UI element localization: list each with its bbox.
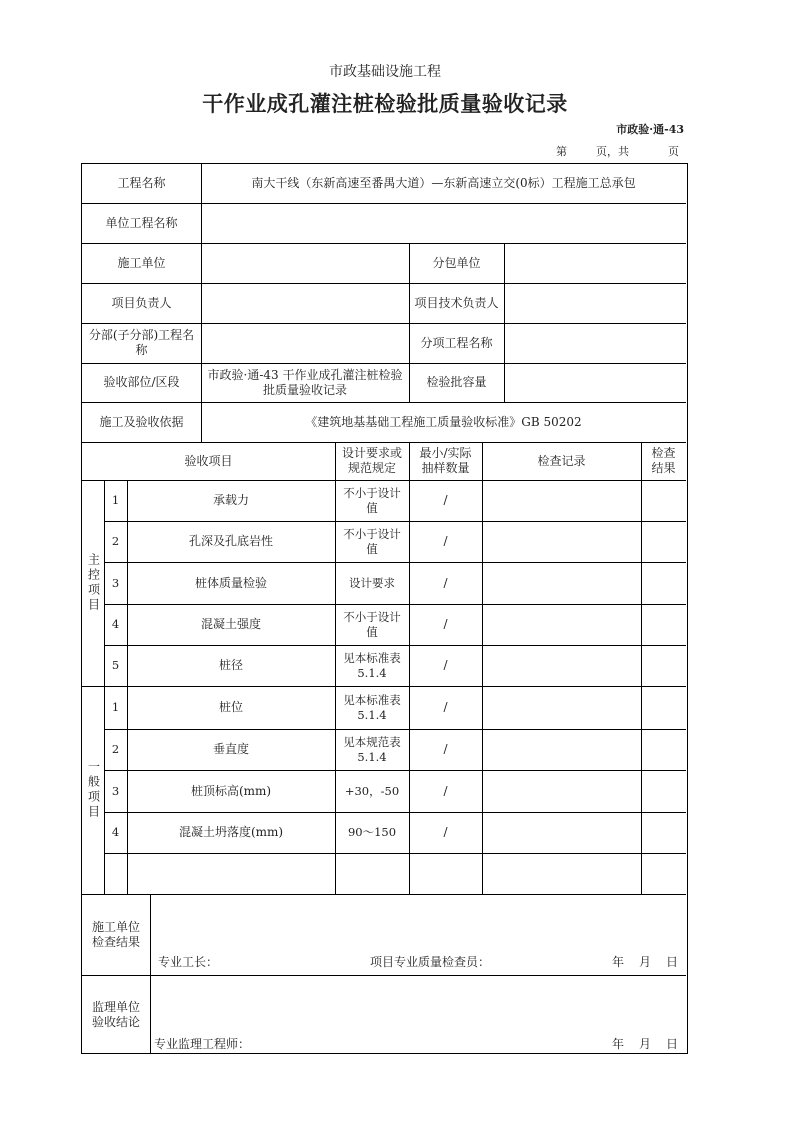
location-label: 验收部位/区段 (103, 375, 180, 389)
row-sample: / (443, 493, 448, 507)
row-no: 1 (111, 493, 120, 507)
row-sample: / (443, 658, 448, 672)
contractor-date (612, 953, 678, 970)
row-sample (409, 853, 482, 894)
tech-lead-label: 项目技术负责人 (414, 295, 499, 310)
project-name-value: 南大干线（东新高速至番禺大道）—东新高速立交(0标）工程施工总承包 (251, 176, 636, 190)
row-sample: / (443, 617, 448, 631)
page-di: 第 (556, 145, 567, 158)
division-value (201, 323, 409, 363)
row-req: +30，-50 (344, 783, 400, 798)
row-name: 桩径 (218, 658, 243, 672)
unit-project-label: 单位工程名称 (105, 215, 178, 230)
basis-label: 施工及验收依据 (99, 414, 184, 429)
subitem-value (504, 323, 686, 363)
header-item: 验收项目 (184, 453, 233, 468)
row-name: 桩顶标高(mm) (190, 783, 272, 798)
date-day: 日 (665, 1037, 678, 1051)
row-req: 设计要求 (349, 575, 395, 590)
row-no: 3 (111, 783, 120, 798)
row-sample: / (443, 783, 448, 798)
location-value: 市政验·通-43 干作业成孔灌注桩检验批质量验收记录 (207, 367, 403, 397)
header-result: 检查结果 (651, 446, 676, 475)
row-req: 见本标准表5.1.4 (343, 692, 401, 722)
row-name: 承载力 (212, 493, 249, 507)
pm-label: 项目负责人 (111, 295, 172, 310)
qc-inspector-label: 项目专业质量检查员： (370, 955, 491, 969)
header-sample: 最小/实际抽样数量 (419, 446, 472, 475)
general-group-label: 一般项目 (86, 760, 101, 820)
date-year: 年 (612, 1037, 625, 1051)
row-no: 5 (111, 658, 120, 672)
capacity-value (504, 363, 686, 402)
row-no: 4 (111, 617, 120, 631)
page-ye-gong: 页，共 (596, 145, 629, 158)
row-sample: / (443, 742, 448, 756)
row-no: 2 (111, 742, 120, 756)
row-name: 孔深及孔底岩性 (188, 534, 273, 548)
row-no: 1 (111, 700, 120, 714)
row-req: 不小于设计值 (343, 526, 401, 556)
date-year: 年 (612, 955, 625, 969)
row-req: 90～150 (347, 825, 397, 839)
contractor-value (201, 243, 409, 283)
row-no (104, 853, 127, 894)
tech-lead-value (504, 283, 686, 323)
row-sample: / (443, 700, 448, 714)
project-name-label: 工程名称 (117, 176, 166, 190)
row-name: 垂直度 (212, 742, 249, 756)
basis-value: 《建筑地基基础工程施工质量验收标准》GB 50202 (305, 414, 582, 429)
contractor-check-label: 施工单位检查结果 (92, 919, 141, 949)
row-name: 桩体质量检验 (194, 575, 267, 590)
date-month: 月 (638, 955, 651, 969)
pm-value (201, 283, 409, 323)
main-control-group-label: 主控项目 (86, 553, 101, 613)
row-no: 3 (111, 575, 120, 590)
row-name: 混凝土强度 (200, 617, 261, 631)
supervisor-label: 监理单位验收结论 (92, 999, 141, 1029)
supervisor-engineer-label: 专业监理工程师： (154, 1037, 251, 1051)
row-sample: / (443, 575, 448, 590)
foreman-label: 专业工长： (158, 955, 219, 969)
page-ye: 页 (668, 145, 679, 158)
row-sample: / (443, 534, 448, 548)
contractor-label: 施工单位 (117, 255, 166, 270)
row-no: 4 (111, 825, 120, 839)
date-day: 日 (665, 955, 678, 969)
supervisor-date (612, 1035, 678, 1052)
document-subtitle: 市政基础设施工程 (329, 64, 441, 80)
row-name (127, 853, 335, 894)
row-name: 混凝土坍落度(mm) (178, 825, 284, 839)
header-design: 设计要求或规范规定 (341, 446, 402, 475)
record-sheet (81, 163, 688, 1054)
form-code: 市政验·通-43 (616, 123, 684, 136)
row-req: 见本标准表5.1.4 (343, 650, 401, 680)
division-label: 分部(子分部)工程名称 (88, 328, 195, 357)
row-req: 不小于设计值 (343, 485, 401, 515)
row-name: 桩位 (218, 700, 243, 714)
row-req: 不小于设计值 (343, 609, 401, 639)
row-req: 见本规范表5.1.4 (343, 734, 401, 764)
unit-project-value (201, 203, 686, 243)
date-month: 月 (638, 1037, 651, 1051)
page-info (556, 143, 679, 159)
subcontractor-label: 分包单位 (432, 255, 481, 270)
document-title: 干作业成孔灌注桩检验批质量验收记录 (202, 92, 568, 116)
capacity-label: 检验批容量 (426, 375, 487, 389)
row-req (335, 853, 409, 894)
header-record: 检查记录 (537, 453, 586, 468)
row-no: 2 (111, 534, 120, 548)
subcontractor-value (504, 243, 686, 283)
subitem-label: 分项工程名称 (420, 335, 493, 350)
row-sample: / (443, 825, 448, 839)
